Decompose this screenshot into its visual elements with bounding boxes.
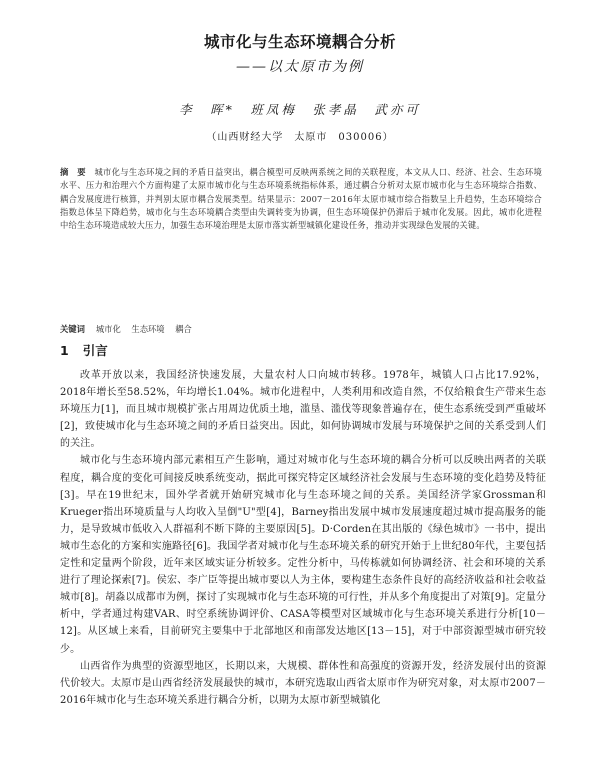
abstract-text: 城市化与生态环境之间的矛盾日益突出，耦合模型可反映两系统之间的关联程度，本文从人口、经济、社会、生态环境水平、压力和治理六个方面构建了太原市城市化与生态环境系统指标体系，通过耦合分析对太原市城市化与生态环境综合指数、耦合发展度进行核算，并判别太原市耦合发展类型。结果显示：2007－2016年太原市城市综合指数呈上升趋势，生态环境综合指数总体呈下降趋势，城市化与生态环境耦合类型由失调转变为协调，但生态环境保护仍滞后于城市化发展。因此，城市化进程中给生态环境造成较大压力，加强生态环境治理是太原市落实新型城镇化建设任务，推动并实现绿色发展的关键。 <box>60 167 542 231</box>
paper-subtitle: ——以太原市为例 <box>236 59 364 75</box>
body-paragraph-2: 城市化与生态环境内部元素相互产生影响，通过对城市化与生态环境的耦合分析可以反映出两者的关联程度，耦合度的变化可间接反映系统变动，据此可探究特定区域经济社会发展与生态环境的变化趋势及特征[3]。早在19世纪末，国外学者就开始研究城市化与生态环境之间的关系。美国经济学家Grossman和Krueger指出环境质量与人均收入呈倒"U"型[4]，Barney指出发展中城市发展速度超过城市提高服务的能力，是导致城市低收入人群福利不断下降的主要原因[5]。D·Corden在其出版的《绿色城市》一书中，提出城市生态化的方案和实施路径[6]。我国学者对城市化与生态环境关系的研究开始于上世纪80年代，主要包括定性和定量两个阶段，近年来区域实证分析较多。定性分析中，马传栋就如何协调经济、社会和环境的关系进行了理论探索[7]。侯宏、李广臣等提出城市要以人为主体，要构建生态条件良好的高经济收益和社会收益城市[8]。胡淼以成都市为例，探讨了实现城市化与生态环境的可行性，并从多个角度提出了对策[9]。定量分析中，学者通过构建VAR、时空系统协调评价、CASA等模型对区域城市化与生态环境关系进行分析[10－12]。从区域上来看，目前研究主要集中于北部地区和南部发达地区[13－15]，对于中部资源型城市研究较少。 <box>60 455 546 655</box>
keyword-item: 耦合 <box>175 324 192 334</box>
author-list: 李 晖* 班凤梅 张孝晶 武亦可 <box>179 102 421 117</box>
body-paragraph-3: 山西省作为典型的资源型地区，长期以来，大规模、群体性和高强度的资源开发，经济发展付出的资源代价较大。太原市是山西省经济发展最快的城市，本研究选取山西省太原市作为研究对象，对太原市2007－2016年城市化与生态环境关系进行耦合分析，以期为太原市新型城镇化 <box>60 660 546 706</box>
author-affiliation: （山西财经大学 太原市 030006） <box>206 132 394 143</box>
abstract <box>60 166 542 232</box>
keywords-label: 关键词 <box>60 324 85 334</box>
keyword-item: 城市化 <box>95 324 121 334</box>
section-number: 1 <box>60 343 69 358</box>
section-title: 引言 <box>82 343 108 358</box>
keywords <box>60 323 542 335</box>
body-paragraph-1: 改革开放以来，我国经济快速发展，大量农村人口向城市转移。1978年，城镇人口占比17.92%，2018年增长至58.52%，年均增长1.04%。城市化进程中，人类利用和改造自然，不仅给粮食生产带来生态环境压力[1]，而且城市规模扩张占用周边优质土地，滥垦、滥伐等现象普遍存在，使生态系统受到严重破坏[2]，致使城市化与生态环境之间的矛盾日益突出。因此，如何协调城市发展与环境保护之间的关系受到人们的关注。 <box>60 370 546 450</box>
abstract-label: 摘 要 <box>60 167 86 177</box>
section-heading-introduction <box>60 341 108 359</box>
keyword-item: 生态环境 <box>131 324 165 334</box>
body-text <box>60 367 546 709</box>
paper-title: 城市化与生态环境耦合分析 <box>203 33 396 51</box>
